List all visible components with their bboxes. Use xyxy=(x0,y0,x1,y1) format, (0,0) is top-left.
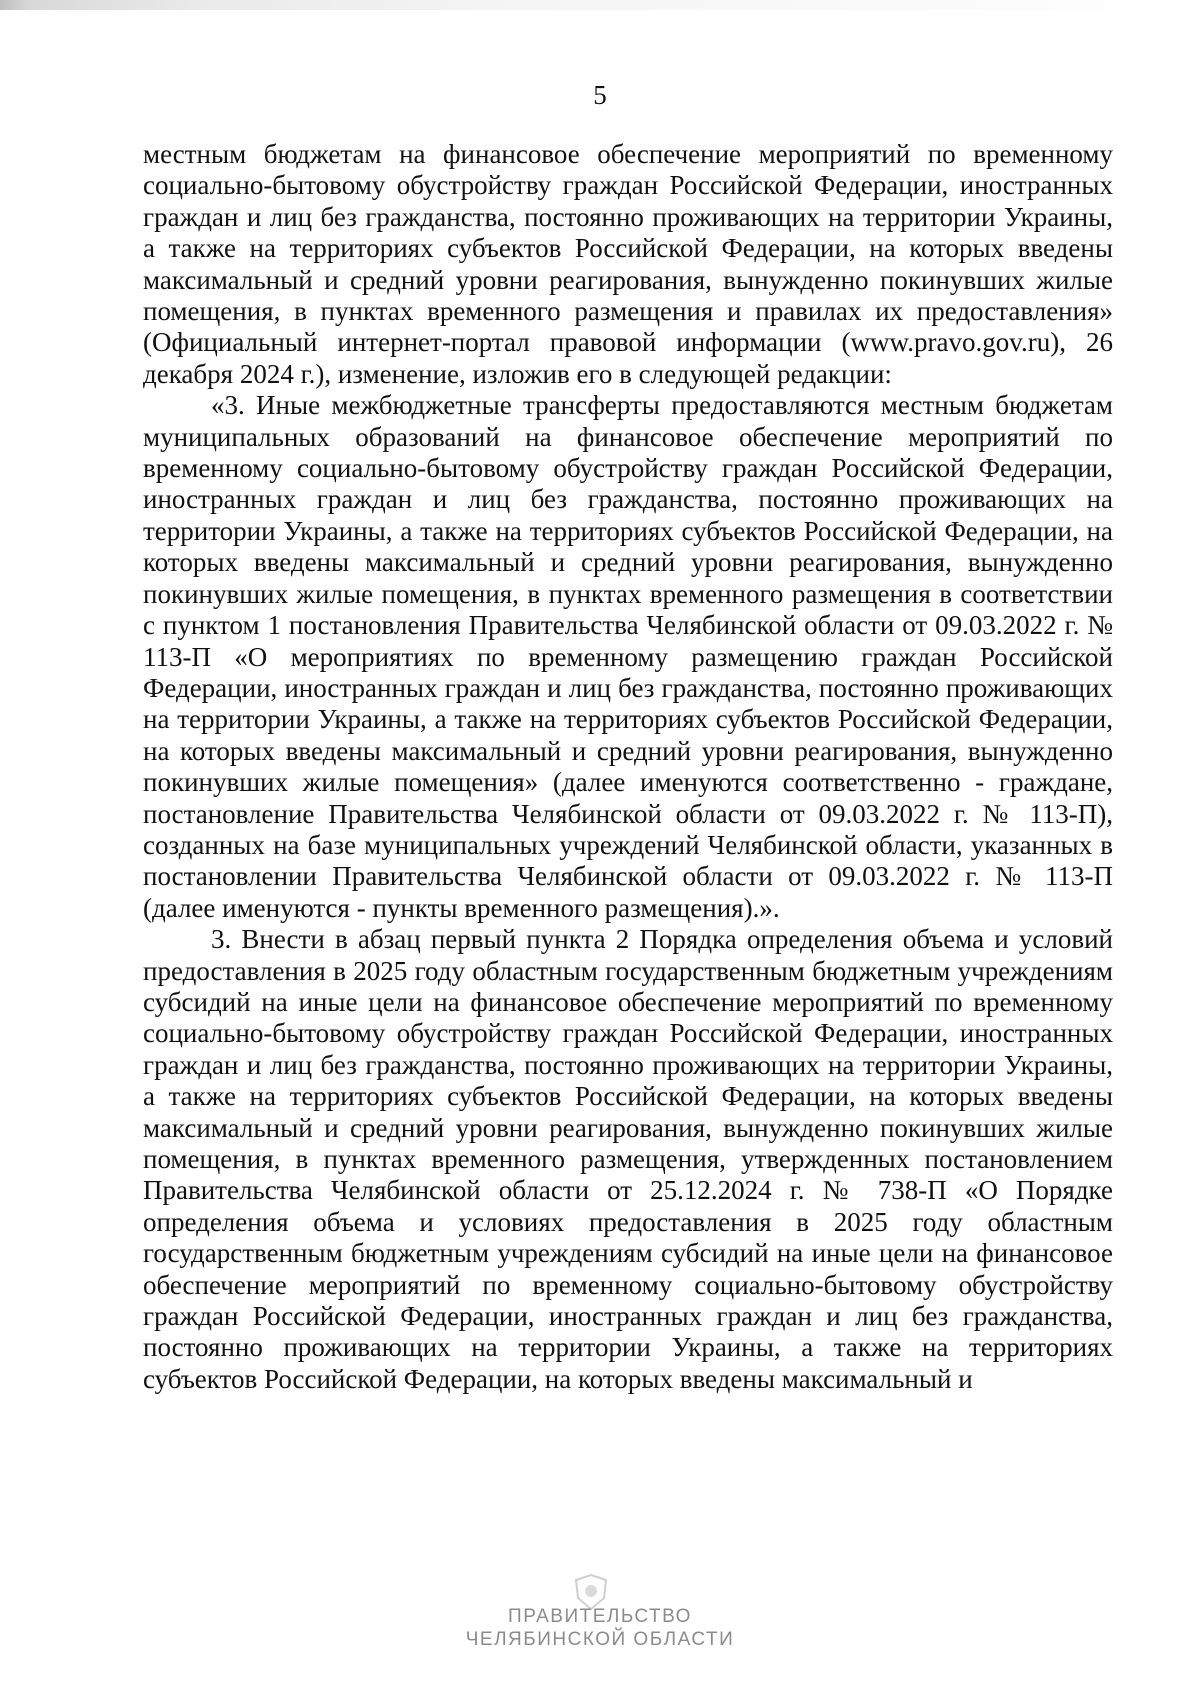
stamp-line-1: ПРАВИТЕЛЬСТВО xyxy=(508,1606,692,1627)
scan-edge-shadow xyxy=(0,0,1200,10)
document-body xyxy=(143,139,1113,1395)
paragraph-continuation: местным бюджетам на финансовое обеспечение мероприятий по временному социально-бытовому обустройству граждан Российской Федерации, иностранных граждан и лиц без гражданства, постоянно проживающих на территории Украины, а также на территориях субъектов Российской Федерации, на которых введены максимальный и средний уровни реагирования, вынужденно покинувших жилые помещения, в пунктах временного размещения и правилах их предоставления» (Официальный интернет-портал правовой информации (www.pravo.gov.ru), 26 декабря 2024 г.), изменение, изложив его в следующей редакции: xyxy=(143,139,1113,389)
paragraph-quoted-item-3: «3. Иные межбюджетные трансферты предоставляются местным бюджетам муниципальных образований на финансовое обеспечение мероприятий по временному социально-бытовому обустройству граждан Российской Федерации, иностранных граждан и лиц без гражданства, постоянно проживающих на территории Украины, а также на территориях субъектов Российской Федерации, на которых введены максимальный и средний уровни реагирования, вынужденно покинувших жилые помещения, в пунктах временного размещения в соответствии с пунктом 1 постановления Правительства Челябинской области от 09.03.2022 г. № 113-П «О мероприятиях по временному размещению граждан Российской Федерации, иностранных граждан и лиц без гражданства, постоянно проживающих на территории Украины, а также на территориях субъектов Российской Федерации, на которых введены максимальный и средний уровни реагирования, вынужденно покинувших жилые помещения» (далее именуются соответственно - граждане, постановление Правительства Челябинской области от 09.03.2022 г. № 113-П), созданных на базе муниципальных учреждений Челябинской области, указанных в постановлении Правительства Челябинской области от 09.03.2022 г. № 113-П (далее именуются - пункты временного размещения).». xyxy=(143,390,1113,923)
page-number: 5 xyxy=(593,80,607,110)
paragraph-item-3: 3. Внести в абзац первый пункта 2 Порядка определения объема и условий предоставления в 2025 году областным государственным бюджетным учреждениям субсидий на иные цели на финансовое обеспечение мероприятий по временному социально-бытовому обустройству граждан Российской Федерации, иностранных граждан и лиц без гражданства, постоянно проживающих на территории Украины, а также на территориях субъектов Российской Федерации, на которых введены максимальный и средний уровни реагирования, вынужденно покинувших жилые помещения, в пунктах временного размещения, утвержденных постановлением Правительства Челябинской области от 25.12.2024 г. № 738-П «О Порядке определения объема и условиях предоставления в 2025 году областным государственным бюджетным учреждениям субсидий на иные цели на финансовое обеспечение мероприятий по временному социально-бытовому обустройству граждан Российской Федерации, иностранных граждан и лиц без гражданства, постоянно проживающих на территории Украины, а также на территориях субъектов Российской Федерации, на которых введены максимальный и xyxy=(143,924,1113,1394)
stamp-line-2: ЧЕЛЯБИНСКОЙ ОБЛАСТИ xyxy=(465,1629,735,1650)
government-stamp xyxy=(440,1605,760,1651)
